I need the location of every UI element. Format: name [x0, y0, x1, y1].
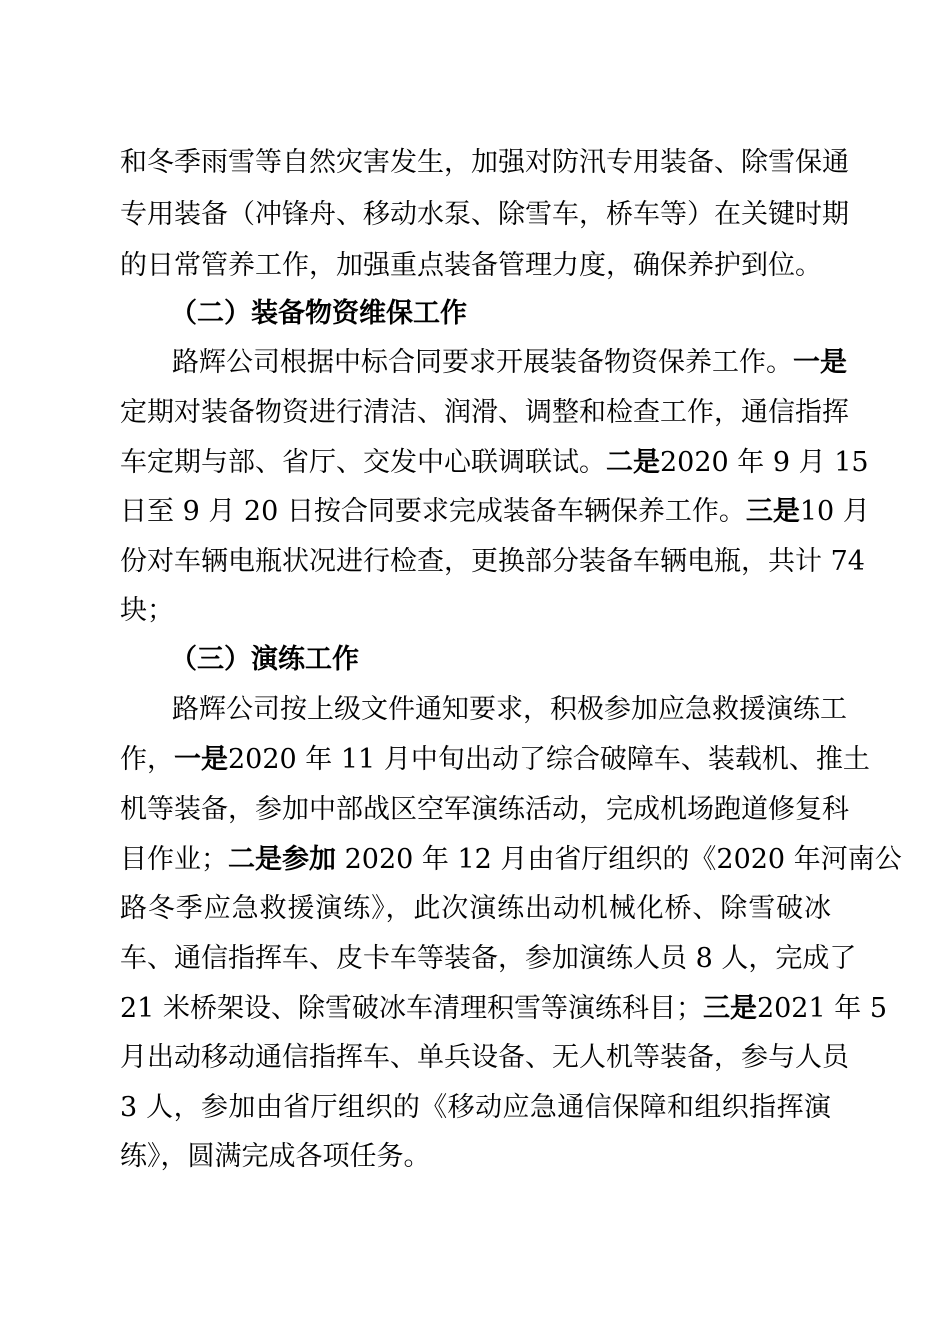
section-heading-maintenance: （二）装备物资维保工作	[170, 298, 467, 329]
text-run: 份对车辆电瓶状况进行检查，更换部分装备车辆电瓶，共计 74	[120, 546, 865, 577]
text-run: 目作业；	[120, 844, 228, 875]
text-run: 2020 年 11 月中旬出动了综合破障车、装载机、推土	[228, 744, 870, 775]
text-run: 路冬季应急救援演练》，此次演练出动机械化桥、除雪破冰	[120, 893, 831, 924]
intro-line-1: 和冬季雨雪等自然灾害发生，加强对防汛专用装备、除雪保通	[120, 147, 849, 178]
text-run: 21 米桥架设、除雪破冰车清理积雪等演练科目；	[120, 993, 703, 1024]
text-run: 2020 年 9 月 15	[660, 447, 869, 478]
text-run: 月出动移动通信指挥车、单兵设备、无人机等装备，参与人员	[120, 1042, 849, 1073]
drills-line-3	[0, 790, 950, 830]
drills-line-5	[0, 889, 950, 929]
text-run: 日至 9 月 20 日按合同要求完成装备车辆保养工作。	[120, 496, 746, 527]
emphasis-run: 二是参加	[228, 844, 336, 875]
drills-line-6	[0, 939, 950, 979]
drills-line-1	[0, 690, 950, 730]
drills-line-2	[0, 740, 950, 780]
intro-line-3: 的日常管养工作，加强重点装备管理力度，确保养护到位。	[120, 250, 822, 281]
drills-line-4	[0, 840, 950, 880]
text-run: 2021 年 5	[756, 993, 888, 1024]
text-run: 车、通信指挥车、皮卡车等装备，参加演练人员 8 人，完成了	[120, 943, 857, 974]
text-run: 车定期与部、省厅、交发中心联调联试。	[120, 447, 606, 478]
drills-line-9	[0, 1088, 950, 1128]
emphasis-run: 一是	[174, 744, 228, 775]
text-run: 机等装备，参加中部战区空军演练活动，完成机场跑道修复科	[120, 794, 849, 825]
maintenance-line-5	[0, 542, 950, 582]
emphasis-run: 二是	[606, 447, 660, 478]
drills-line-10	[0, 1137, 950, 1177]
maintenance-line-4	[0, 492, 950, 532]
text-run: 路辉公司按上级文件通知要求，积极参加应急救援演练工	[172, 694, 847, 725]
maintenance-line-3	[0, 443, 950, 483]
drills-line-7	[0, 989, 950, 1029]
emphasis-run: 一是	[793, 347, 847, 378]
maintenance-line-6	[0, 591, 950, 631]
text-run: 10 月	[799, 496, 870, 527]
text-run: 3 人，参加由省厅组织的《移动应急通信保障和组织指挥演	[120, 1092, 831, 1123]
text-run: 块；	[120, 595, 174, 626]
intro-line-2: 专用装备（冲锋舟、移动水泵、除雪车，桥车等）在关键时期	[120, 199, 849, 230]
text-run: 2020 年 12 月由省厅组织的《2020 年河南公	[336, 844, 902, 875]
text-run: 路辉公司根据中标合同要求开展装备物资保养工作。	[172, 347, 793, 378]
emphasis-run: 三是	[745, 496, 800, 527]
maintenance-line-2	[0, 393, 950, 433]
drills-line-8	[0, 1038, 950, 1078]
section-heading-drills: （三）演练工作	[170, 644, 359, 675]
text-run: 练》，圆满完成各项任务。	[120, 1141, 431, 1172]
text-run: 定期对装备物资进行清洁、润滑、调整和检查工作，通信指挥	[120, 397, 849, 428]
emphasis-run: 三是	[702, 993, 757, 1024]
maintenance-line-1	[0, 343, 950, 383]
text-run: 作，	[120, 744, 174, 775]
